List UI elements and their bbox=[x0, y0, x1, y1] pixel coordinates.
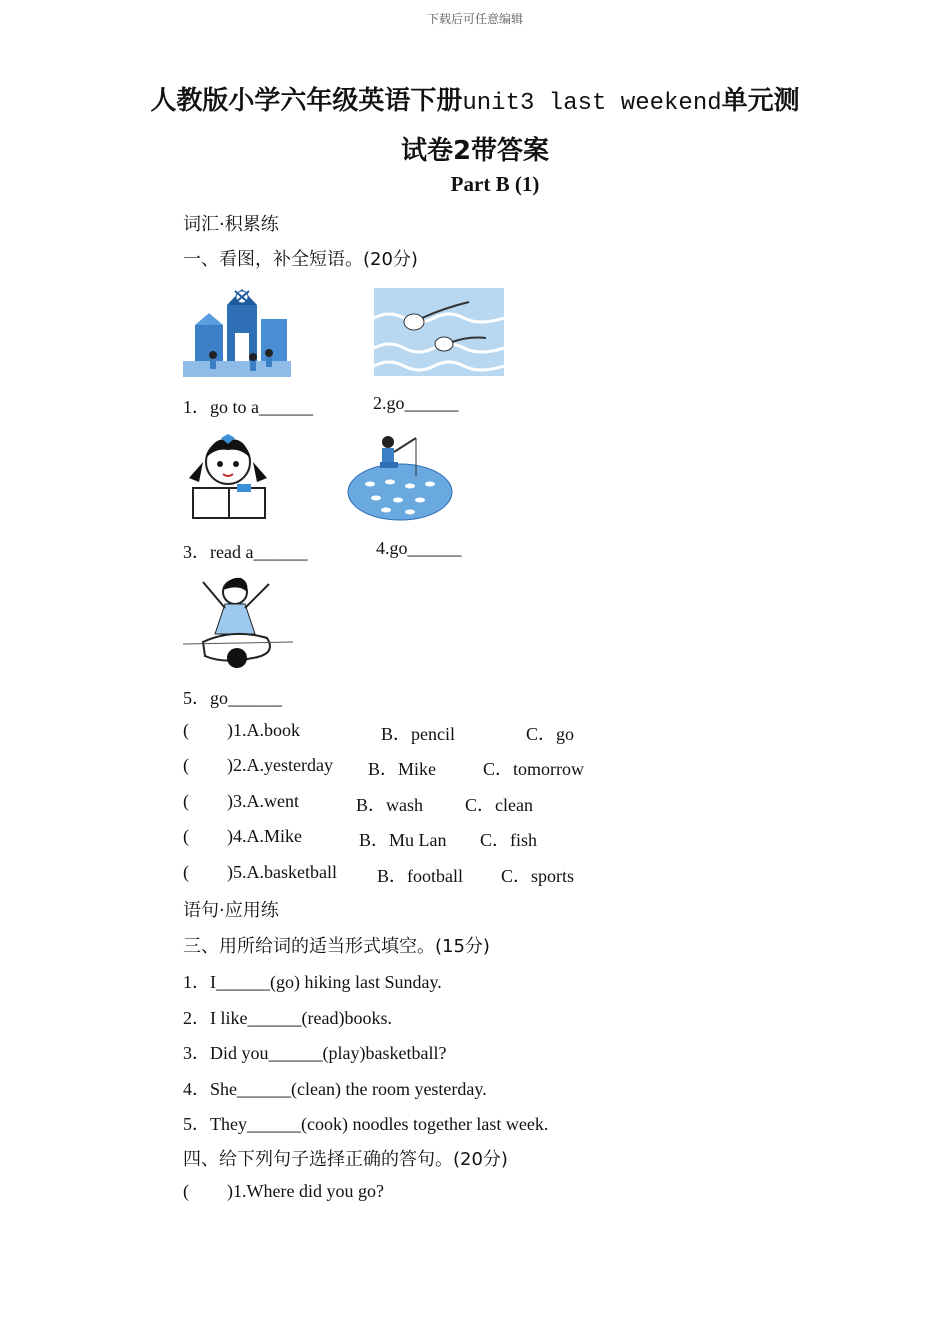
answer-paren: ( bbox=[183, 720, 189, 740]
q1-item-3: 3．read a______ bbox=[183, 542, 308, 562]
q1-line-2 bbox=[183, 538, 462, 564]
q3-heading: 三、用所给词的适当形式填空。(15分) bbox=[183, 936, 490, 957]
q4-item bbox=[183, 1181, 384, 1202]
title-line-1 bbox=[0, 80, 950, 117]
q2-option-c: C．clean bbox=[465, 795, 533, 815]
answer-paren: ( bbox=[183, 755, 189, 775]
q2-option-b: B．Mu Lan bbox=[359, 830, 447, 850]
q2-option-c: C．sports bbox=[501, 866, 575, 886]
q2-option-b: B．pencil bbox=[381, 724, 455, 744]
q3-item: 4．She______(clean) the room yesterday. bbox=[183, 1079, 487, 1099]
q3-item: 1．I______(go) hiking last Sunday. bbox=[183, 972, 442, 992]
answer-paren: ( bbox=[183, 862, 189, 882]
answer-paren: ( bbox=[183, 826, 189, 846]
q1-item-5: 5．go______ bbox=[183, 688, 282, 708]
q2-row bbox=[183, 862, 575, 886]
q2-option-a: )4.A.Mike bbox=[227, 826, 302, 846]
girl-reading-image bbox=[183, 428, 273, 522]
q2-option-a: )3.A.went bbox=[227, 791, 299, 811]
q1-heading: 一、看图，补全短语。(20分) bbox=[183, 249, 418, 270]
q2-option-b: B．football bbox=[377, 866, 463, 886]
q2-option-c: C．tomorrow bbox=[483, 759, 584, 779]
q2-option-a: )5.A.basketball bbox=[227, 862, 337, 882]
title-prefix: 人教版小学六年级英语下册 bbox=[150, 86, 463, 116]
answer-paren: ( bbox=[183, 791, 189, 811]
q2-row bbox=[183, 720, 575, 744]
amusement-park-image bbox=[183, 285, 291, 377]
header-note: 下载后可任意编辑 bbox=[426, 12, 523, 26]
q2-option-c: C．fish bbox=[480, 830, 538, 850]
title-line-2: 试卷2带答案 bbox=[400, 136, 550, 166]
fishing-image bbox=[346, 432, 454, 522]
q1-item-4: 4.go______ bbox=[376, 538, 462, 558]
q3-item: 3．Did you______(play)basketball? bbox=[183, 1043, 447, 1063]
section-sentence: 语句·应用练 bbox=[183, 900, 279, 921]
answer-paren: ( bbox=[183, 1181, 189, 1201]
q3-item: 5．They______(cook) noodles together last week. bbox=[183, 1114, 549, 1134]
title-suffix: 单元测 bbox=[721, 86, 800, 116]
q2-option-a: )1.A.book bbox=[227, 720, 300, 740]
q2-row bbox=[183, 755, 584, 779]
q4-question: )1.Where did you go? bbox=[227, 1181, 384, 1201]
q3-item: 2．I like______(read)books. bbox=[183, 1008, 392, 1028]
title-mono: unit3 last weekend bbox=[462, 90, 722, 117]
q2-option-b: B．wash bbox=[356, 795, 423, 815]
part-label: Part B (1) bbox=[450, 172, 540, 196]
q2-option-b: B．Mike bbox=[368, 759, 437, 779]
q2-row bbox=[183, 791, 533, 815]
q2-row bbox=[183, 826, 538, 850]
q1-item-1: 1．go to a______ bbox=[183, 397, 313, 417]
swimming-image bbox=[374, 288, 504, 376]
q1-item-2: 2.go______ bbox=[373, 393, 459, 413]
children-playing-image bbox=[183, 572, 295, 670]
section-vocab: 词汇·积累练 bbox=[183, 214, 279, 235]
q4-heading: 四、给下列句子选择正确的答句。(20分) bbox=[183, 1149, 508, 1170]
q2-option-a: )2.A.yesterday bbox=[227, 755, 333, 775]
q1-line-1 bbox=[183, 393, 459, 419]
q2-option-c: C．go bbox=[526, 724, 575, 744]
